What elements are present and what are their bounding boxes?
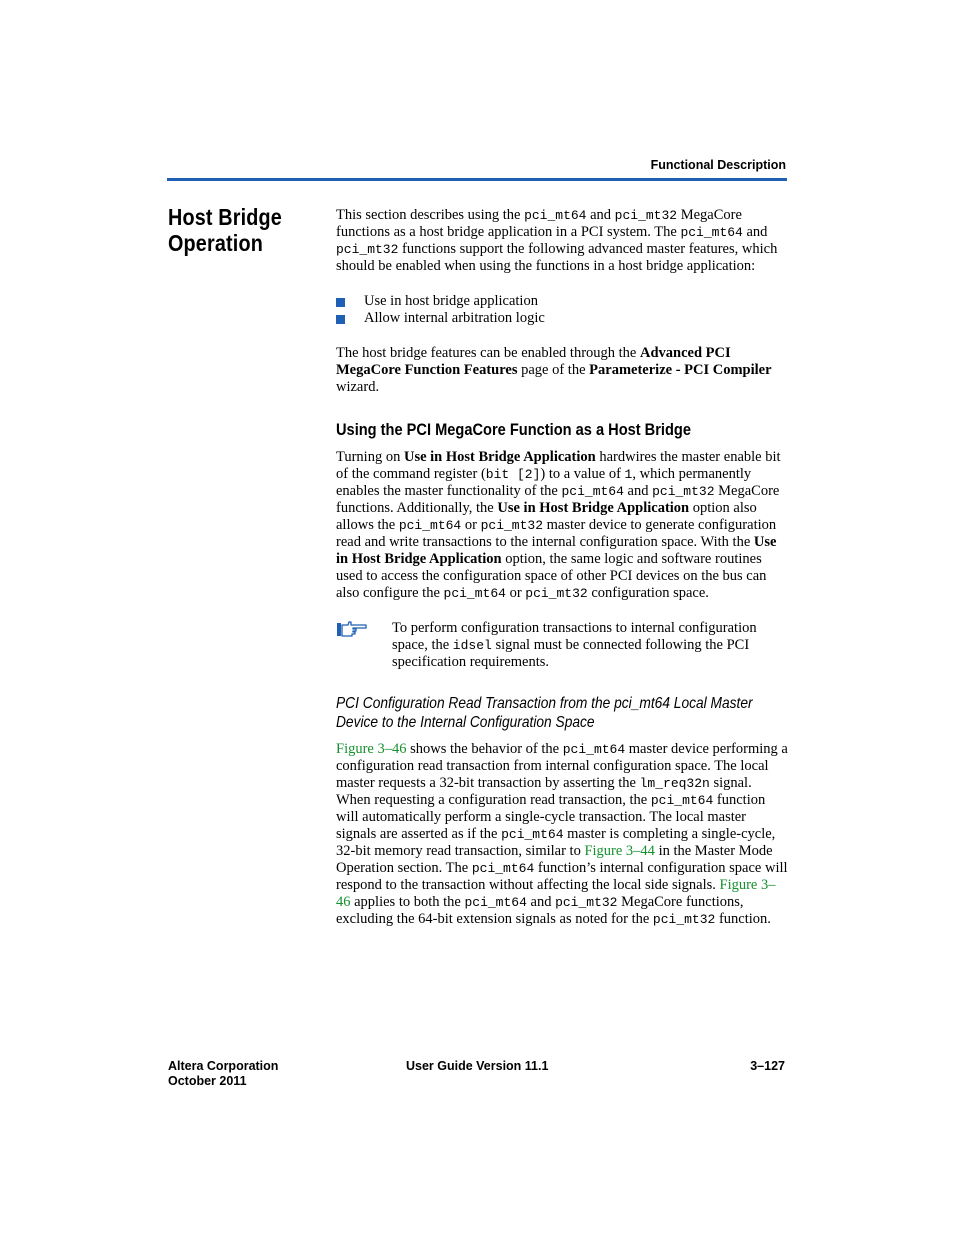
bullet-square-icon xyxy=(336,298,345,307)
figure-3-44-link[interactable]: Figure 3–44 xyxy=(584,843,655,859)
figure-3-46-link[interactable]: Figure 3–46 xyxy=(336,741,407,757)
bullet-square-icon xyxy=(336,315,345,324)
figure-paragraph: Figure 3–46 shows the behavior of the pci_mt64 master device performing a configuration read transaction from internal configuration space. The local master requests a 32-bit transaction by asserting the lm_req32n signal. When requesting a configuration read transaction, the pci_mt64 function will automatically perform a single-cycle transaction. The local master signals are asserted as if the pci_mt64 master is completing a single-cycle, 32-bit memory read transaction, similar to Figure 3–44 in the Master Mode Operation section. The pci_mt64 function’s internal configuration space will respond to the transaction without affecting the local side signals. Figure 3–46 applies to both the pci_mt64 and pci_mt32 MegaCore functions, excluding the 64-bit extension signals as noted for the pci_mt32 function. xyxy=(336,741,788,927)
list-item: Use in host bridge application xyxy=(336,293,788,310)
note-text: To perform configuration transactions to internal configuration space, the idsel signal must be connected following the PCI specification requirements. xyxy=(392,620,757,670)
page-number: 3–127 xyxy=(750,1059,785,1073)
subsubsection-title-line2: Device to the Internal Configuration Space xyxy=(336,714,595,731)
note-block xyxy=(336,620,788,671)
footer-company: Altera Corporation xyxy=(168,1059,279,1073)
footer-date: October 2011 xyxy=(168,1074,247,1088)
subsubsection-title-line1: PCI Configuration Read Transaction from the pci_mt64 Local Master xyxy=(336,695,753,712)
subsubsection-title xyxy=(336,694,753,732)
list-item: Allow internal arbitration logic xyxy=(336,310,788,327)
section-title-line1: Host Bridge xyxy=(168,204,282,230)
figure-3-46-link[interactable]: Figure 3–46 xyxy=(336,877,776,910)
header-rule xyxy=(167,178,787,181)
main-content xyxy=(336,207,788,928)
enable-paragraph: The host bridge features can be enabled through the Advanced PCI MegaCore Function Features page of the Parameterize - PCI Compiler wizard. xyxy=(336,345,772,395)
section-title-line2: Operation xyxy=(168,230,263,256)
footer-guide-version: User Guide Version 11.1 xyxy=(406,1059,549,1073)
footer-left xyxy=(168,1059,278,1089)
pointing-hand-icon xyxy=(336,620,368,638)
intro-paragraph: This section describes using the pci_mt64 and pci_mt32 MegaCore functions as a host bridge application in a PCI system. The pci_mt64 and pci_mt32 functions support the following advanced master features, which should be enabled when using the functions in a host bridge application: xyxy=(336,207,778,274)
feature-list xyxy=(336,293,788,327)
host-bridge-paragraph: Turning on Use in Host Bridge Application hardwires the master enable bit of the command register (bit [2]) to a value of 1, which permanently enables the master functionality of the pci_mt64 and pci_mt32 MegaCore functions. Additionally, the Use in Host Bridge Application option also allows the pci_mt64 or pci_mt32 master device to generate configuration read and write transactions to the internal configuration space. With the Use in Host Bridge Application option, the same logic and software routines used to access the configuration space of other PCI devices on the bus can also configure the pci_mt64 or pci_mt32 configuration space. xyxy=(336,449,781,601)
subsection-title: Using the PCI MegaCore Function as a Host Bridge xyxy=(336,420,691,439)
running-header: Functional Description xyxy=(650,158,786,172)
section-title xyxy=(168,204,282,256)
